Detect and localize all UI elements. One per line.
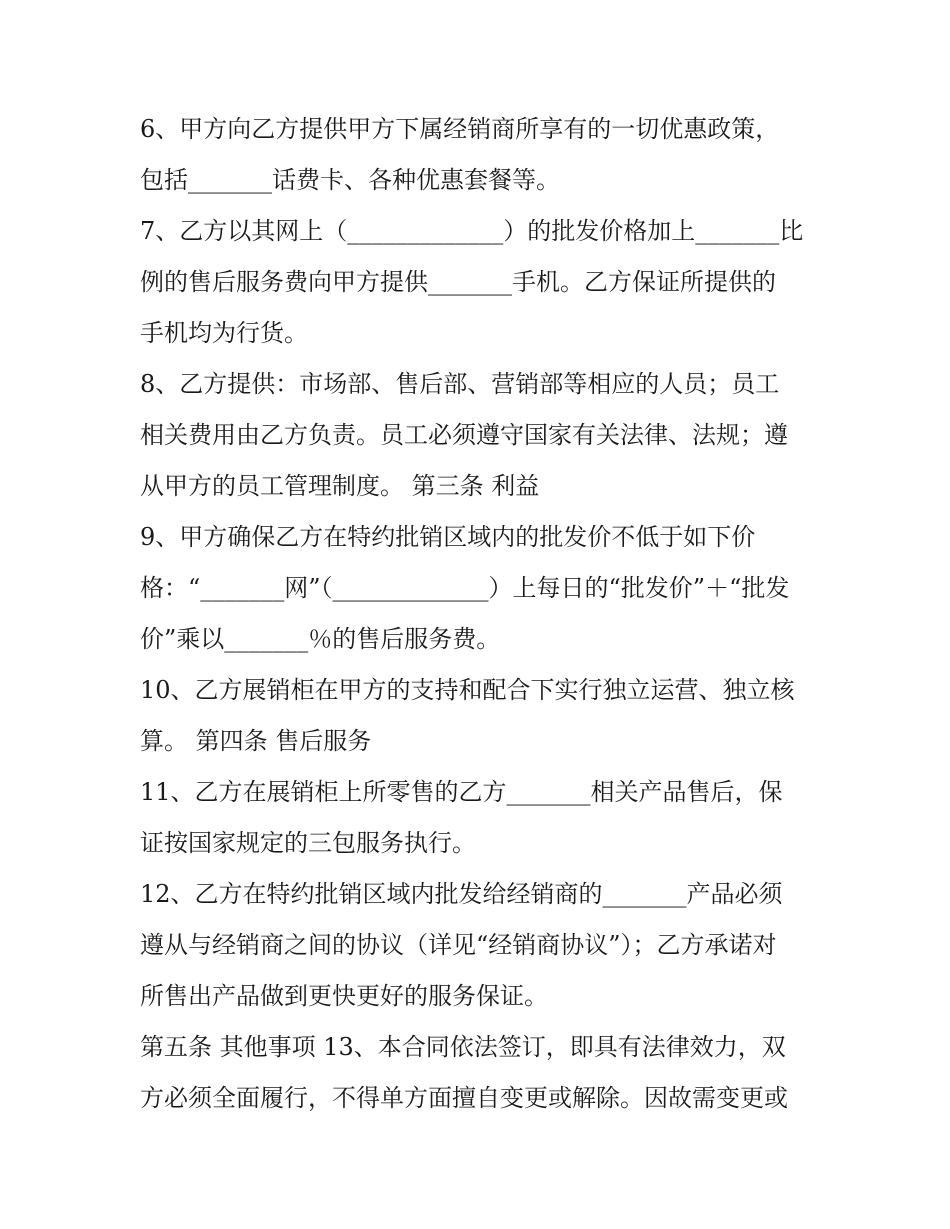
text-line: 方必须全面履行，不得单方面擅自变更或解除。因故需变更或 (140, 1084, 788, 1112)
text-line: 遵从与经销商之间的协议（详见“经销商协议”）；乙方承诺对 (140, 931, 777, 959)
text-line: 11、乙方在展销柜上所零售的乙方_______相关产品售后，保 (140, 778, 783, 806)
clause-11 (140, 767, 820, 869)
text-line: 包括_______话费卡、各种优惠套餐等。 (140, 166, 560, 194)
clause-6 (140, 104, 820, 206)
clause-7 (140, 206, 820, 359)
text-line: 第五条 其他事项 13、本合同依法签订，即具有法律效力，双 (140, 1033, 786, 1061)
text-line: 9、甲方确保乙方在特约批销区域内的批发价不低于如下价 (140, 523, 756, 551)
text-line: 格：“_______网”（_____________）上每日的“批发价”＋“批发 (140, 574, 790, 602)
text-line: 7、乙方以其网上（_____________）的批发价格加上_______比 (140, 217, 804, 245)
text-line: 价”乘以_______％的售后服务费。 (140, 625, 501, 653)
text-line: 证按国家规定的三包服务执行。 (140, 829, 476, 857)
text-line: 10、乙方展销柜在甲方的支持和配合下实行独立运营、独立核 (140, 676, 795, 704)
document-body (140, 104, 820, 1124)
text-line: 从甲方的员工管理制度。 第三条 利益 (140, 472, 540, 500)
text-line: 12、乙方在特约批销区域内批发给经销商的_______产品必须 (140, 880, 783, 908)
text-line: 手机均为行货。 (140, 319, 308, 347)
text-line: 6、甲方向乙方提供甲方下属经销商所享有的一切优惠政策， (140, 115, 780, 143)
clause-12 (140, 869, 820, 1022)
text-line: 例的售后服务费向甲方提供_______手机。乙方保证所提供的 (140, 268, 776, 296)
clause-8 (140, 359, 820, 512)
clause-9 (140, 512, 820, 665)
clause-13 (140, 1022, 820, 1124)
clause-10 (140, 665, 820, 767)
text-line: 相关费用由乙方负责。员工必须遵守国家有关法律、法规；遵 (140, 421, 788, 449)
text-line: 所售出产品做到更快更好的服务保证。 (140, 982, 548, 1010)
text-line: 算。 第四条 售后服务 (140, 727, 372, 755)
text-line: 8、乙方提供：市场部、售后部、营销部等相应的人员；员工 (140, 370, 780, 398)
